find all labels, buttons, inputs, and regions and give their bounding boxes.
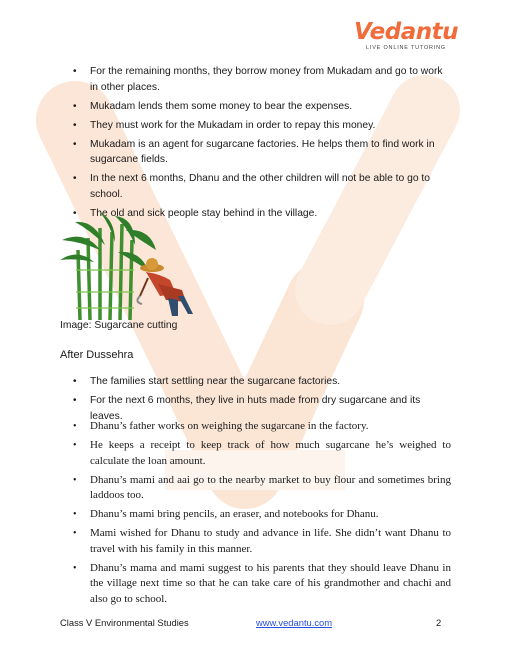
after-dussehra-bullet-list-serif [73, 419, 451, 611]
list-item: • The old and sick people stay behind in the village. [73, 206, 451, 222]
footer-website-link[interactable]: www.vedantu.com [256, 617, 333, 628]
logo-wordmark: Vedantu [354, 19, 458, 45]
image-caption: Image: Sugarcane cutting [60, 320, 178, 331]
list-item: • Dhanu’s mami bring pencils, an eraser, and notebooks for Dhanu. [73, 507, 451, 523]
list-item: • They must work for the Mukadam in order to repay this money. [73, 118, 451, 134]
list-item: • The families start settling near the sugarcane factories. [73, 374, 451, 390]
list-item: • In the next 6 months, Dhanu and the other children will not be able to go to school. [73, 171, 451, 202]
footer-course-title: Class V Environmental Studies [60, 617, 189, 628]
list-item: • For the remaining months, they borrow money from Mukadam and go to work in other places. [73, 64, 451, 95]
list-item: • Mami wished for Dhanu to study and advance in life. She didn’t want Dhanu to travel with his family in this manner. [73, 526, 451, 557]
sugarcane-cutting-illustration [60, 210, 195, 322]
list-item: • Dhanu’s mama and mami suggest to his parents that they should leave Dhanu in the village next time so that he can take care of his grandmother and chachi and also go to school. [73, 561, 451, 608]
list-item: • Mukadam lends them some money to bear the expenses. [73, 99, 451, 115]
list-item: • He keeps a receipt to keep track of how much sugarcane he’s weighed to calculate the loan amount. [73, 438, 451, 469]
logo-tagline: LIVE ONLINE TUTORING [366, 45, 447, 51]
section-heading: After Dussehra [60, 349, 134, 361]
vedantu-logo [354, 20, 458, 51]
list-item: • For the next 6 months, they live in huts made from dry sugarcane and its leaves. [73, 393, 451, 424]
list-item: • Dhanu’s mami and aai go to the nearby market to buy flour and sometimes bring laddoos too. [73, 473, 451, 504]
page-number: 2 [436, 617, 442, 628]
list-item: • Dhanu’s father works on weighing the sugarcane in the factory. [73, 419, 451, 435]
migration-bullet-list [73, 64, 451, 225]
list-item: • Mukadam is an agent for sugarcane factories. He helps them to find work in sugarcane fields. [73, 137, 451, 168]
